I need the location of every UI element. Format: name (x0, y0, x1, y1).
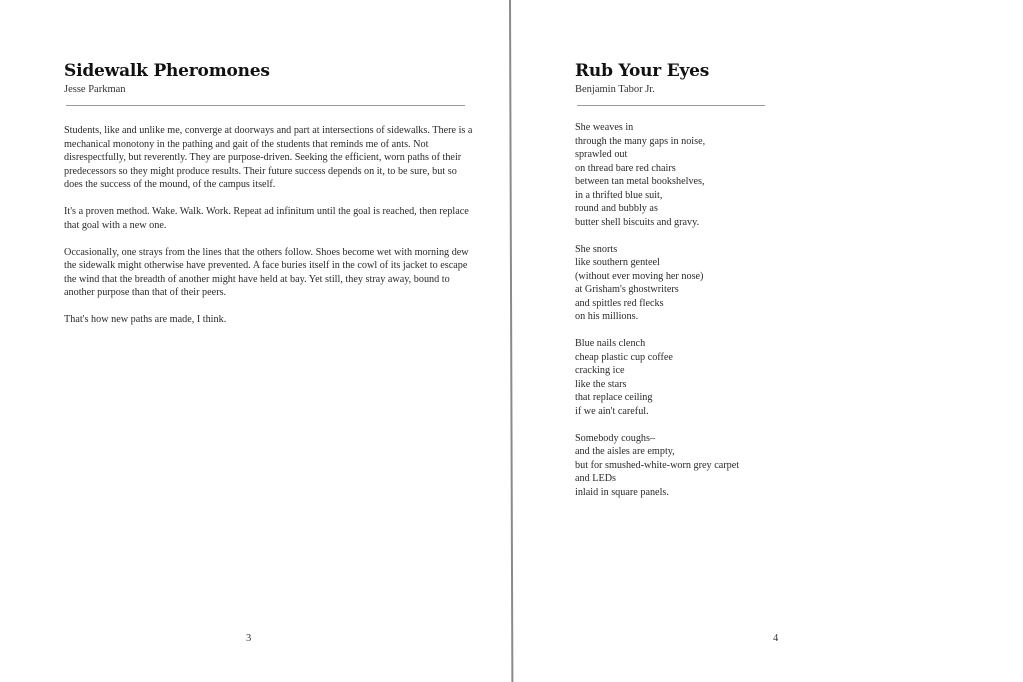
poem-line: Somebody coughs– (575, 432, 656, 444)
poem-stanza (575, 432, 875, 500)
poem-line: Blue nails clench (575, 338, 646, 349)
poem-line: cracking ice (575, 365, 625, 376)
poem-stanza (575, 337, 875, 418)
poem-line: butter shell biscuits and gravy. (575, 216, 700, 228)
poem-line: through the many gaps in noise, (575, 135, 706, 147)
poem-stanza (575, 243, 875, 324)
paragraph: That's how new paths are made, I think. (64, 314, 227, 325)
poem-title: Rub Your Eyes (575, 61, 710, 81)
poem-line: round and bubbly as (575, 203, 658, 214)
story-author: Jesse Parkman (64, 84, 126, 95)
title-divider (577, 105, 765, 106)
page-number: 4 (773, 633, 779, 644)
poem-line: cheap plastic cup coffee (575, 351, 673, 363)
poem-line: She weaves in (575, 122, 634, 133)
poem-line: inlaid in square panels. (575, 486, 669, 498)
poem-line: on his millions. (575, 311, 639, 322)
poem-body (575, 121, 875, 513)
poem-line: and the aisles are empty, (575, 446, 675, 457)
poem-line: and spittles red flecks (575, 297, 664, 309)
page-number: 3 (246, 633, 252, 644)
poem-line: that replace ceiling (575, 392, 653, 403)
poem-stanza (575, 121, 875, 229)
left-page (0, 0, 510, 682)
paragraph: It's a proven method. Wake. Walk. Work. Repeat ad infinitum until the goal is reached, then replace that goal with a new one. (64, 206, 469, 231)
poem-author: Benjamin Tabor Jr. (575, 84, 655, 95)
poem-line: and LEDs (575, 473, 617, 484)
poem-line: in a thrifted blue suit, (575, 189, 663, 201)
poem-line: but for smushed-white-worn grey carpet (575, 459, 740, 471)
poem-line: at Grisham's ghostwriters (575, 284, 679, 295)
right-page (512, 0, 1023, 682)
poem-line: sprawled out (575, 149, 628, 160)
poem-line: on thread bare red chairs (575, 162, 676, 174)
paragraph: Occasionally, one strays from the lines that the others follow. Shoes become wet with morning dew the sidewalk might otherwise have prevented. A face buries itself in the cowl of its jacket to escape the wind that the breadth of another might have held at bay. Yet still, they stray away, bound to another purpose than that of their peers. (64, 246, 469, 298)
story-body (64, 124, 474, 340)
poem-line: She snorts (575, 243, 618, 255)
poem-line: between tan metal bookshelves, (575, 176, 705, 187)
title-divider (66, 105, 465, 106)
poem-line: like the stars (575, 378, 627, 390)
paragraph: Students, like and unlike me, converge at doorways and part at intersections of sidewalks. There is a mechanical monotony in the pathing and gait of the students that reminds me of ants. Not disrespectfully, but reverently. They are purpose-driven. Seeking the efficient, worn paths of their predecessors so they might produce results. Their future success depends on it, to be sure, but so does the success of the mound, of the campus itself. (64, 125, 473, 190)
poem-line: (without ever moving her nose) (575, 270, 704, 282)
poem-line: like southern genteel (575, 257, 660, 268)
poem-line: if we ain't careful. (575, 405, 649, 417)
story-title: Sidewalk Pheromones (64, 61, 270, 81)
